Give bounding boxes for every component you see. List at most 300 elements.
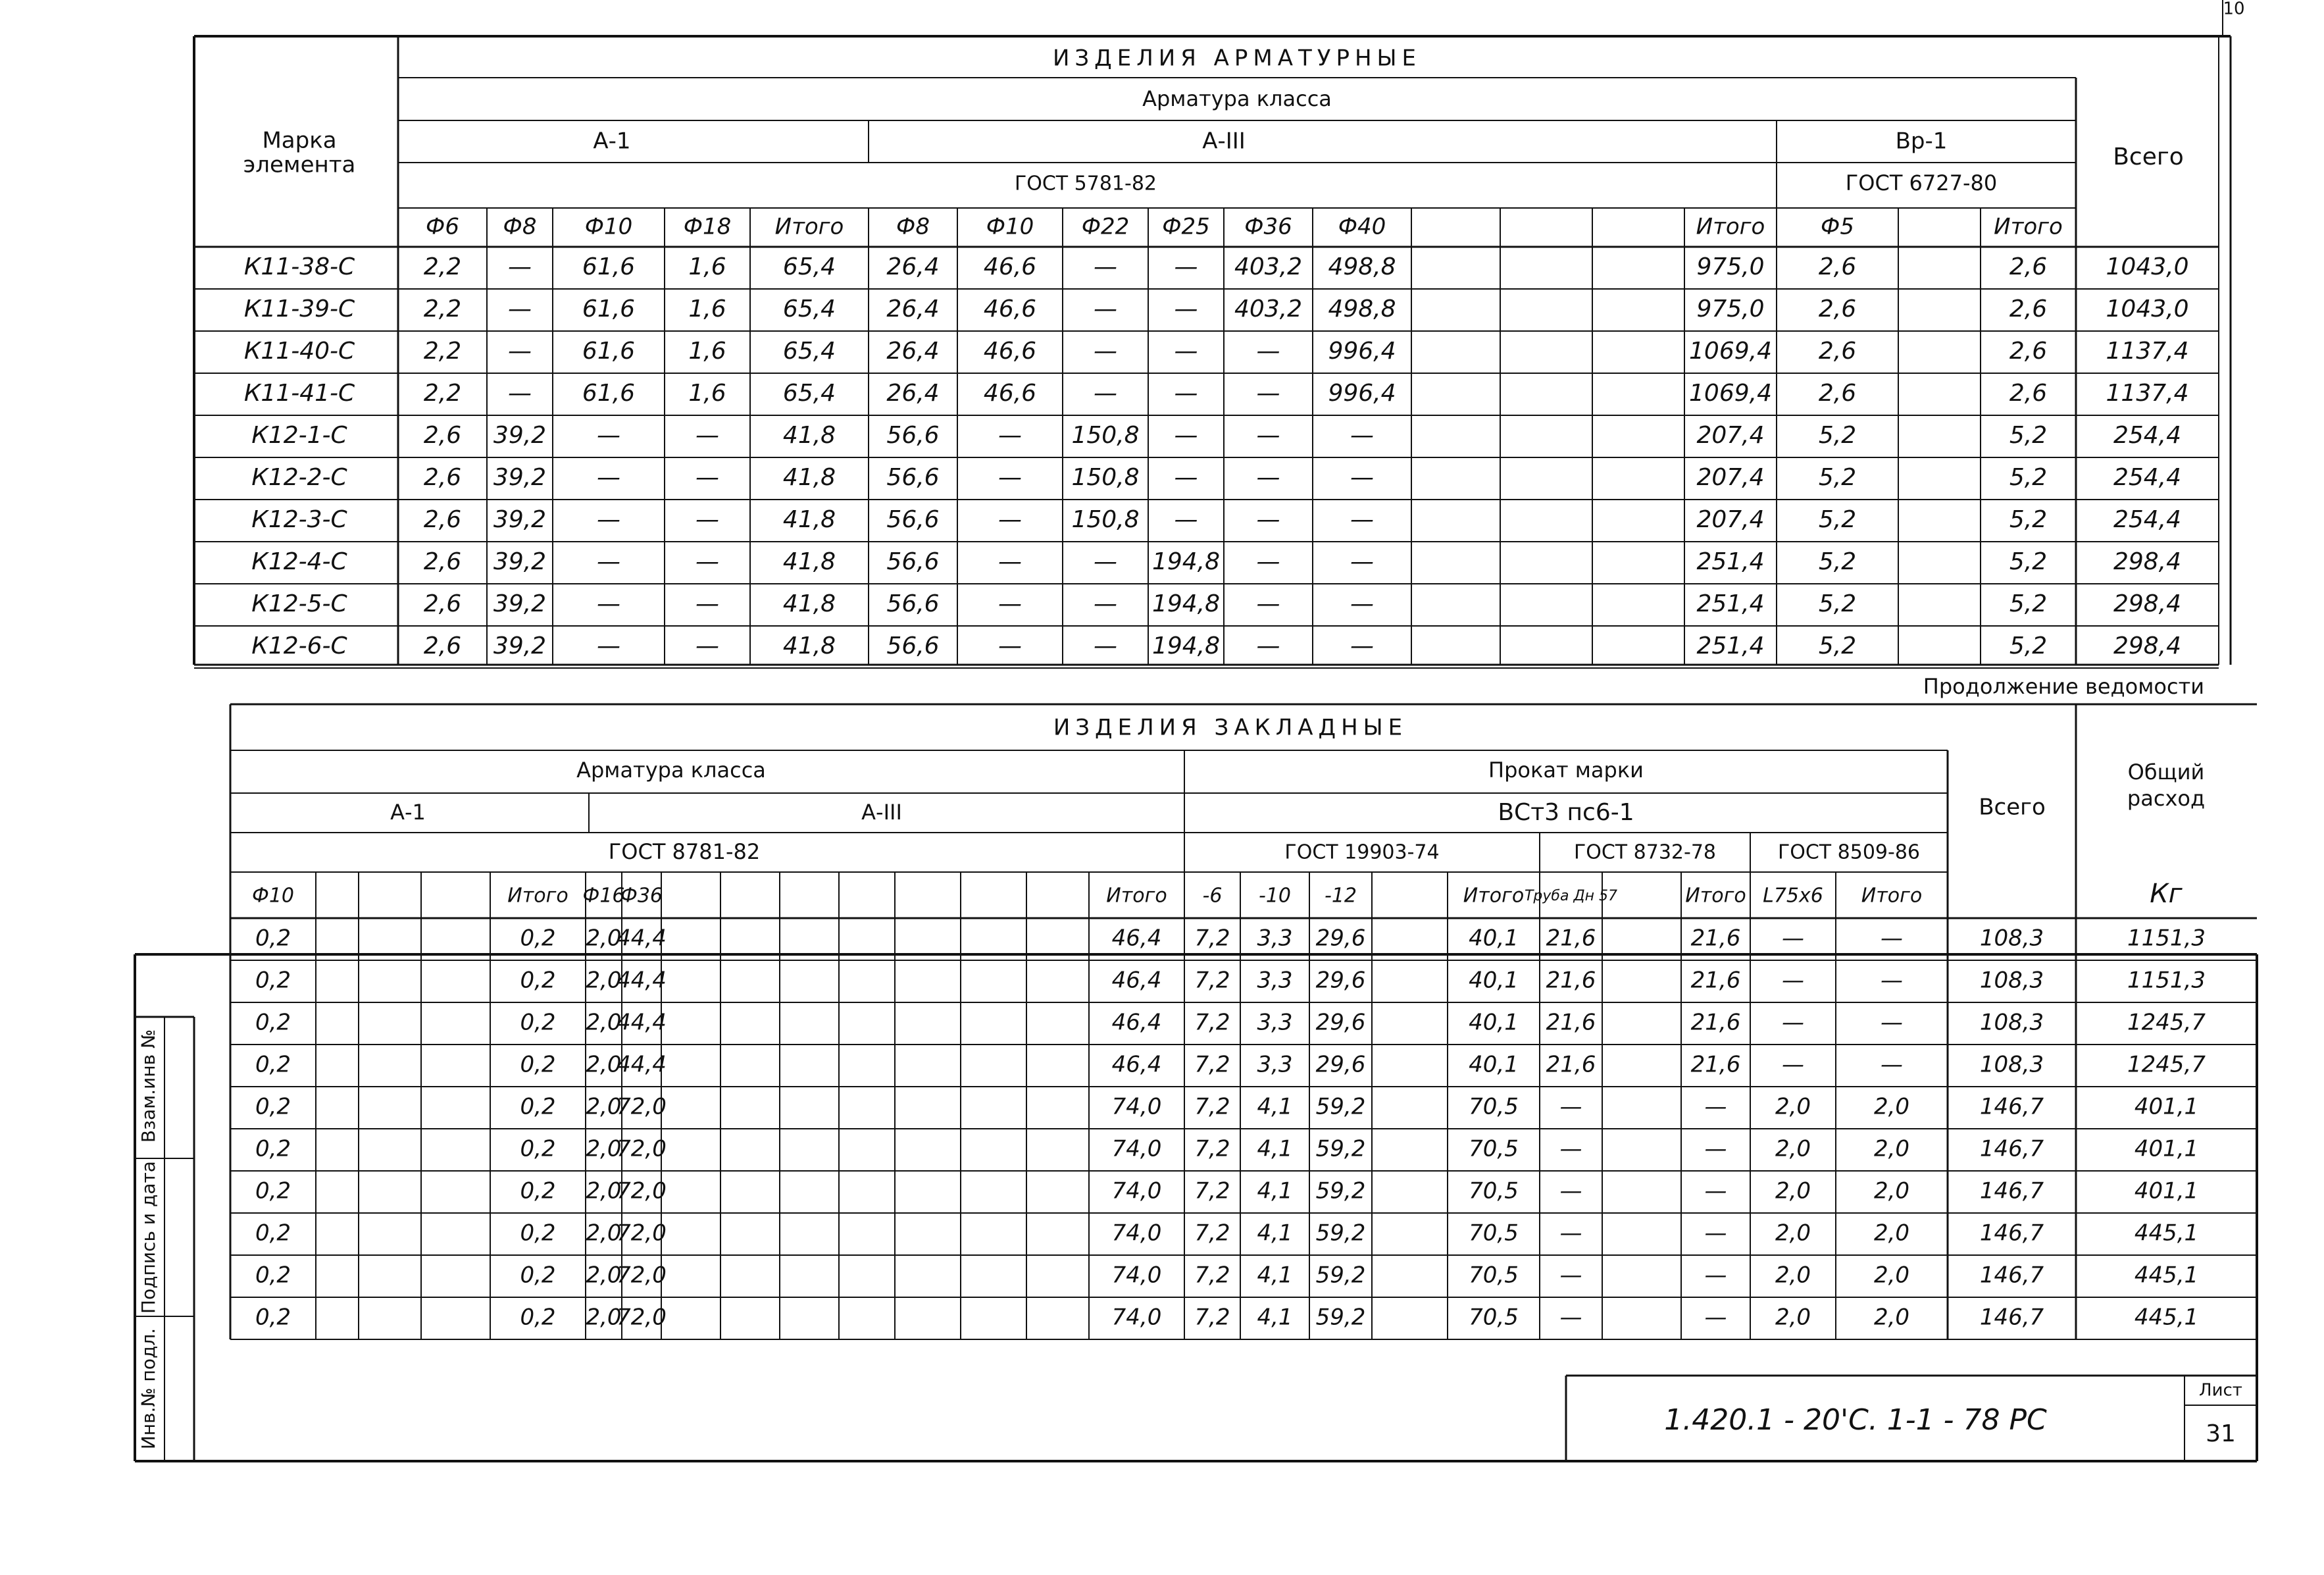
top-cell: 498,8 xyxy=(1328,296,1396,323)
page-number: 10 xyxy=(2223,0,2245,19)
bottom-cell: 2,0 xyxy=(1873,1135,1910,1162)
bottom-cell: 40,1 xyxy=(1469,1009,1519,1036)
top-cell: 39,2 xyxy=(493,548,547,575)
bottom-cell: 44,4 xyxy=(617,967,667,994)
top-cell: — xyxy=(1094,380,1117,407)
bottom-row-general: 401,1 xyxy=(2134,1177,2199,1204)
top-cell: 65,4 xyxy=(782,296,836,323)
top-cell: 2,6 xyxy=(1818,338,1857,365)
bottom-cell: 72,0 xyxy=(617,1262,667,1289)
bottom-col-header-20: Труба Дн 57 xyxy=(1524,888,1618,904)
bottom-row-vsego: 146,7 xyxy=(1979,1093,2044,1120)
bottom-col-header-17: -12 xyxy=(1325,884,1357,908)
continuation-label: Продолжение ведомости xyxy=(1923,674,2204,699)
bottom-unit: Кг xyxy=(2150,879,2183,909)
bottom-row-general: 445,1 xyxy=(2134,1220,2199,1247)
side-stamp-label-1: Подпись и дата xyxy=(138,1161,159,1314)
bottom-cell: 7,2 xyxy=(1194,967,1230,994)
top-cell: — xyxy=(508,380,532,407)
bottom-cell: 2,0 xyxy=(1873,1093,1910,1120)
bottom-gost-3: ГОСТ 8509-86 xyxy=(1777,840,1921,864)
bottom-row-vsego: 108,3 xyxy=(1979,925,2044,952)
top-cell: 996,4 xyxy=(1328,380,1396,407)
bottom-cell: 2,0 xyxy=(586,1009,622,1036)
top-cell: — xyxy=(1174,338,1198,365)
bottom-cell: 0,2 xyxy=(520,925,556,952)
top-col-header-17: Итого xyxy=(1994,213,2063,240)
top-row-total: 1043,0 xyxy=(2106,296,2189,323)
top-cell: — xyxy=(1174,253,1198,280)
bottom-cell: 2,0 xyxy=(586,1051,622,1078)
top-cell: — xyxy=(1174,422,1198,449)
top-cell: 61,6 xyxy=(582,253,636,280)
top-col-header-8: Ф25 xyxy=(1162,213,1210,240)
top-row-mark: К12-5-С xyxy=(251,590,347,617)
bottom-cell: 0,2 xyxy=(255,1051,291,1078)
top-cell: 251,4 xyxy=(1696,590,1765,617)
top-cell: — xyxy=(695,633,719,659)
top-cell: — xyxy=(695,548,719,575)
bottom-cell: 21,6 xyxy=(1546,1051,1596,1078)
bottom-cell: 2,0 xyxy=(586,1093,622,1120)
top-cell: 150,8 xyxy=(1071,464,1140,491)
top-cell: — xyxy=(1256,422,1280,449)
bottom-cell: — xyxy=(1559,1093,1582,1120)
bottom-cell: 0,2 xyxy=(520,1009,556,1036)
sheet-number: 31 xyxy=(2206,1420,2236,1447)
top-gost-vr: ГОСТ 6727-80 xyxy=(1845,170,1998,195)
bottom-cell: 0,2 xyxy=(520,1051,556,1078)
sheet-label: Лист xyxy=(2199,1380,2242,1401)
top-cell: 61,6 xyxy=(582,380,636,407)
bottom-cell: 40,1 xyxy=(1469,1051,1519,1078)
bottom-row-vsego: 146,7 xyxy=(1979,1220,2044,1247)
top-row-total: 298,4 xyxy=(2113,590,2182,617)
bottom-cell: 59,2 xyxy=(1315,1093,1366,1120)
top-cell: — xyxy=(1350,590,1374,617)
bottom-cell: 21,6 xyxy=(1690,1051,1741,1078)
top-cell: 207,4 xyxy=(1696,464,1765,491)
top-cell: 26,4 xyxy=(886,338,940,365)
bottom-cell: 7,2 xyxy=(1194,1051,1230,1078)
bottom-col-header-22: Итого xyxy=(1685,884,1746,908)
bottom-cell: 44,4 xyxy=(617,1009,667,1036)
top-cell: 65,4 xyxy=(782,253,836,280)
top-class-vr1: Вр-1 xyxy=(1895,128,1948,155)
bottom-cell: — xyxy=(1782,1009,1804,1036)
bottom-cell: 2,0 xyxy=(586,1304,622,1331)
bottom-cell: 21,6 xyxy=(1546,925,1596,952)
top-cell: 56,6 xyxy=(886,590,940,617)
top-cell: 65,4 xyxy=(782,338,836,365)
bottom-gost-1: ГОСТ 19903-74 xyxy=(1284,840,1440,864)
bottom-row-general: 1151,3 xyxy=(2127,925,2206,952)
top-cell: 61,6 xyxy=(582,338,636,365)
top-cell: 251,4 xyxy=(1696,548,1765,575)
bottom-cell: 3,3 xyxy=(1257,967,1293,994)
top-cell: — xyxy=(508,296,532,323)
bottom-cell: — xyxy=(1559,1177,1582,1204)
bottom-cell: — xyxy=(1559,1220,1582,1247)
top-col-header-0: Ф6 xyxy=(426,213,459,240)
bottom-cell: 4,1 xyxy=(1257,1135,1293,1162)
top-class-a3: А-III xyxy=(1202,128,1246,155)
top-cell: 56,6 xyxy=(886,633,940,659)
top-row-mark: К12-6-С xyxy=(251,633,347,659)
bottom-cell: — xyxy=(1881,925,1903,952)
bottom-cell: 0,2 xyxy=(255,1262,291,1289)
bottom-prokat-label: Прокат марки xyxy=(1488,758,1644,783)
bottom-cell: 2,0 xyxy=(1775,1177,1811,1204)
bottom-cell: 72,0 xyxy=(617,1093,667,1120)
top-cell: 39,2 xyxy=(493,422,547,449)
top-cell: 5,2 xyxy=(1818,590,1857,617)
top-cell: 1,6 xyxy=(688,338,726,365)
top-cell: 2,6 xyxy=(2009,253,2048,280)
bottom-col-header-5: Ф16 xyxy=(582,884,625,908)
bottom-cell: — xyxy=(1881,967,1903,994)
top-cell: 403,2 xyxy=(1234,296,1303,323)
bottom-cell: 70,5 xyxy=(1469,1135,1519,1162)
top-row-mark: К12-1-С xyxy=(251,422,347,449)
top-cell: 39,2 xyxy=(493,633,547,659)
top-row-total: 298,4 xyxy=(2113,548,2182,575)
bottom-cell: 2,0 xyxy=(1775,1093,1811,1120)
bottom-cell: 74,0 xyxy=(1111,1135,1162,1162)
top-cell: 39,2 xyxy=(493,464,547,491)
bottom-cell: 44,4 xyxy=(617,1051,667,1078)
bottom-cell: 7,2 xyxy=(1194,1262,1230,1289)
top-cell: 207,4 xyxy=(1696,422,1765,449)
bottom-cell: 46,4 xyxy=(1111,925,1162,952)
top-cell: — xyxy=(597,633,620,659)
bottom-cell: — xyxy=(1559,1135,1582,1162)
bottom-cell: 72,0 xyxy=(617,1304,667,1331)
bottom-cell: 0,2 xyxy=(255,1135,291,1162)
top-cell: — xyxy=(1174,296,1198,323)
top-row-total: 254,4 xyxy=(2113,422,2182,449)
top-row-mark: К11-39-С xyxy=(243,296,355,323)
bottom-cell: 2,0 xyxy=(1873,1177,1910,1204)
bottom-cell: — xyxy=(1881,1009,1903,1036)
top-cell: 56,6 xyxy=(886,506,940,533)
bottom-cell: 0,2 xyxy=(520,1093,556,1120)
top-cell: — xyxy=(597,464,620,491)
top-row-mark: К11-40-С xyxy=(243,338,355,365)
bottom-cell: 2,0 xyxy=(586,967,622,994)
top-cell: 996,4 xyxy=(1328,338,1396,365)
top-cell: — xyxy=(1094,253,1117,280)
top-cell: — xyxy=(998,464,1022,491)
bottom-cell: 2,0 xyxy=(1775,1135,1811,1162)
top-cell: — xyxy=(597,422,620,449)
bottom-title: ИЗДЕЛИЯ ЗАКЛАДНЫЕ xyxy=(1053,714,1408,741)
top-cell: — xyxy=(1350,422,1374,449)
marka-label-1: Марка xyxy=(262,127,337,154)
top-cell: 194,8 xyxy=(1151,633,1221,659)
top-cell: 1069,4 xyxy=(1689,338,1772,365)
top-cell: 2,6 xyxy=(423,506,462,533)
bottom-cell: 70,5 xyxy=(1469,1093,1519,1120)
top-cell: 5,2 xyxy=(2009,464,2048,491)
top-cell: 41,8 xyxy=(782,422,836,449)
top-cell: 41,8 xyxy=(782,633,836,659)
marka-label-2: элемента xyxy=(243,151,356,178)
bottom-cell: 59,2 xyxy=(1315,1304,1366,1331)
top-cell: — xyxy=(597,590,620,617)
top-cell: 2,6 xyxy=(2009,380,2048,407)
bottom-row-vsego: 146,7 xyxy=(1979,1177,2044,1204)
top-cell: 46,6 xyxy=(983,380,1037,407)
top-cell: 46,6 xyxy=(983,253,1037,280)
bottom-cell: 21,6 xyxy=(1546,1009,1596,1036)
top-col-header-2: Ф10 xyxy=(584,213,633,240)
top-row-total: 254,4 xyxy=(2113,506,2182,533)
bottom-cell: 4,1 xyxy=(1257,1304,1293,1331)
top-cell: — xyxy=(1256,506,1280,533)
top-cell: — xyxy=(1256,464,1280,491)
bottom-row-vsego: 108,3 xyxy=(1979,1051,2044,1078)
bottom-col-header-0: Ф10 xyxy=(252,884,294,908)
bottom-cell: 21,6 xyxy=(1690,925,1741,952)
top-cell: 2,2 xyxy=(423,380,462,407)
bottom-cell: 74,0 xyxy=(1111,1262,1162,1289)
top-cell: 26,4 xyxy=(886,380,940,407)
top-cell: — xyxy=(1094,633,1117,659)
top-cell: — xyxy=(1094,590,1117,617)
top-cell: 41,8 xyxy=(782,548,836,575)
bottom-cell: 59,2 xyxy=(1315,1262,1366,1289)
bottom-col-header-15: -6 xyxy=(1202,884,1223,908)
bottom-cell: 29,6 xyxy=(1315,1009,1366,1036)
top-cell: 5,2 xyxy=(2009,590,2048,617)
top-cell: 5,2 xyxy=(1818,548,1857,575)
bottom-cell: 2,0 xyxy=(586,925,622,952)
top-cell: 5,2 xyxy=(1818,464,1857,491)
title-block-code: 1.420.1 - 20'С. 1-1 - 78 РС xyxy=(1664,1403,2047,1437)
bottom-cell: 7,2 xyxy=(1194,1093,1230,1120)
top-cell: 1,6 xyxy=(688,253,726,280)
top-cell: — xyxy=(1256,380,1280,407)
top-cell: 26,4 xyxy=(886,253,940,280)
bottom-gost-a: ГОСТ 8781-82 xyxy=(608,839,761,864)
top-cell: 194,8 xyxy=(1151,548,1221,575)
bottom-row-vsego: 146,7 xyxy=(1979,1262,2044,1289)
bottom-cell: 70,5 xyxy=(1469,1262,1519,1289)
top-title: ИЗДЕЛИЯ АРМАТУРНЫЕ xyxy=(1052,45,1422,72)
bottom-cell: 0,2 xyxy=(520,1177,556,1204)
bottom-general-label-1: Общий xyxy=(2127,760,2205,785)
bottom-cell: 2,0 xyxy=(586,1177,622,1204)
bottom-cell: 46,4 xyxy=(1111,967,1162,994)
bottom-cell: 74,0 xyxy=(1111,1220,1162,1247)
bottom-cell: 0,2 xyxy=(255,1093,291,1120)
bottom-cell: 72,0 xyxy=(617,1177,667,1204)
top-cell: 61,6 xyxy=(582,296,636,323)
top-cell: — xyxy=(1094,338,1117,365)
top-cell: 2,6 xyxy=(2009,296,2048,323)
top-col-header-6: Ф10 xyxy=(986,213,1034,240)
top-cell: 975,0 xyxy=(1696,253,1765,280)
bottom-cell: 7,2 xyxy=(1194,1220,1230,1247)
top-cell: 2,6 xyxy=(423,633,462,659)
bottom-cell: — xyxy=(1704,1177,1727,1204)
top-cell: — xyxy=(1174,464,1198,491)
top-cell: 41,8 xyxy=(782,506,836,533)
top-cell: 56,6 xyxy=(886,548,940,575)
bottom-row-general: 445,1 xyxy=(2134,1304,2199,1331)
bottom-cell: 7,2 xyxy=(1194,1304,1230,1331)
top-row-mark: К12-3-С xyxy=(251,506,347,533)
bottom-cell: 7,2 xyxy=(1194,925,1230,952)
top-total-label: Всего xyxy=(2113,143,2184,170)
bottom-cell: 4,1 xyxy=(1257,1220,1293,1247)
top-cell: 41,8 xyxy=(782,464,836,491)
top-cell: 207,4 xyxy=(1696,506,1765,533)
bottom-gost-2: ГОСТ 8732-78 xyxy=(1573,840,1717,864)
bottom-cell: 21,6 xyxy=(1690,967,1741,994)
bottom-class-a3: А-III xyxy=(861,800,902,825)
top-cell: 2,6 xyxy=(423,464,462,491)
top-row-mark: К12-4-С xyxy=(251,548,347,575)
top-cell: 39,2 xyxy=(493,506,547,533)
bottom-cell: 2,0 xyxy=(1775,1262,1811,1289)
top-col-header-7: Ф22 xyxy=(1081,213,1130,240)
bottom-cell: 0,2 xyxy=(520,1135,556,1162)
top-cell: — xyxy=(998,633,1022,659)
bottom-row-general: 1151,3 xyxy=(2127,967,2206,994)
bottom-col-header-4: Итого xyxy=(507,884,568,908)
bottom-cell: 2,0 xyxy=(586,1262,622,1289)
top-cell: — xyxy=(695,422,719,449)
bottom-cell: 3,3 xyxy=(1257,1009,1293,1036)
top-cell: 251,4 xyxy=(1696,633,1765,659)
top-col-header-10: Ф40 xyxy=(1338,213,1386,240)
top-cell: — xyxy=(998,422,1022,449)
bottom-cell: 29,6 xyxy=(1315,967,1366,994)
bottom-cell: 0,2 xyxy=(520,1262,556,1289)
bottom-cell: 74,0 xyxy=(1111,1093,1162,1120)
top-row-total: 298,4 xyxy=(2113,633,2182,659)
top-row-total: 1137,4 xyxy=(2106,338,2189,365)
bottom-cell: 59,2 xyxy=(1315,1220,1366,1247)
top-cell: 1,6 xyxy=(688,296,726,323)
bottom-col-header-24: Итого xyxy=(1861,884,1923,908)
bottom-cell: 0,2 xyxy=(255,1177,291,1204)
bottom-row-general: 401,1 xyxy=(2134,1093,2199,1120)
bottom-general-label-2: расход xyxy=(2127,786,2206,811)
bottom-cell: 0,2 xyxy=(520,1220,556,1247)
top-cell: — xyxy=(998,548,1022,575)
bottom-cell: — xyxy=(1782,1051,1804,1078)
top-row-total: 254,4 xyxy=(2113,464,2182,491)
bottom-cell: 70,5 xyxy=(1469,1220,1519,1247)
bottom-cell: 3,3 xyxy=(1257,1051,1293,1078)
top-cell: 2,6 xyxy=(1818,380,1857,407)
bottom-cell: — xyxy=(1704,1304,1727,1331)
top-cell: 2,2 xyxy=(423,253,462,280)
bottom-cell: 2,0 xyxy=(586,1220,622,1247)
top-col-header-14: Итого xyxy=(1696,213,1765,240)
bottom-cell: — xyxy=(1704,1093,1727,1120)
top-cell: 150,8 xyxy=(1071,422,1140,449)
top-cell: — xyxy=(1174,380,1198,407)
bottom-cell: 72,0 xyxy=(617,1135,667,1162)
bottom-row-general: 445,1 xyxy=(2134,1262,2199,1289)
bottom-col-header-23: L75x6 xyxy=(1763,884,1823,908)
top-row-mark: К11-38-С xyxy=(243,253,355,280)
bottom-row-general: 1245,7 xyxy=(2127,1009,2206,1036)
frame-texts xyxy=(138,0,2245,1449)
bottom-cell: 21,6 xyxy=(1690,1009,1741,1036)
top-cell: 1,6 xyxy=(688,380,726,407)
top-cell: — xyxy=(597,506,620,533)
top-cell: — xyxy=(597,548,620,575)
top-row-total: 1043,0 xyxy=(2106,253,2189,280)
top-cell: — xyxy=(1256,338,1280,365)
bottom-col-header-19: Итого xyxy=(1463,884,1525,908)
top-cell: — xyxy=(1350,633,1374,659)
top-cell: 2,6 xyxy=(423,422,462,449)
bottom-col-header-6: Ф36 xyxy=(620,884,663,908)
bottom-col-header-14: Итого xyxy=(1106,884,1167,908)
top-cell: — xyxy=(998,506,1022,533)
top-cell: — xyxy=(998,590,1022,617)
top-cell: — xyxy=(508,338,532,365)
top-col-header-4: Итого xyxy=(774,213,844,240)
bottom-row-general: 1245,7 xyxy=(2127,1051,2206,1078)
top-cell: 56,6 xyxy=(886,422,940,449)
side-stamp-label-0: Инв.№ подл. xyxy=(138,1328,159,1450)
top-cell: — xyxy=(1256,633,1280,659)
top-cell: 975,0 xyxy=(1696,296,1765,323)
top-cell: 194,8 xyxy=(1151,590,1221,617)
top-cell: — xyxy=(1094,296,1117,323)
top-cell: 2,6 xyxy=(423,548,462,575)
bottom-row-vsego: 146,7 xyxy=(1979,1304,2044,1331)
top-col-header-9: Ф36 xyxy=(1244,213,1292,240)
bottom-cell: 0,2 xyxy=(255,967,291,994)
bottom-cell: 4,1 xyxy=(1257,1093,1293,1120)
bottom-cell: 2,0 xyxy=(1873,1304,1910,1331)
top-cell: 5,2 xyxy=(2009,506,2048,533)
top-cell: 2,6 xyxy=(423,590,462,617)
top-cell: 5,2 xyxy=(1818,422,1857,449)
bottom-cell: 29,6 xyxy=(1315,925,1366,952)
bottom-cell: 4,1 xyxy=(1257,1262,1293,1289)
bottom-cell: — xyxy=(1704,1262,1727,1289)
bottom-cell: 72,0 xyxy=(617,1220,667,1247)
bottom-cell: 7,2 xyxy=(1194,1177,1230,1204)
bottom-cell: 2,0 xyxy=(1775,1220,1811,1247)
top-cell: 5,2 xyxy=(2009,422,2048,449)
bottom-cell: 0,2 xyxy=(520,1304,556,1331)
bottom-row-vsego: 108,3 xyxy=(1979,967,2044,994)
top-cell: 2,2 xyxy=(423,296,462,323)
bottom-cell: 40,1 xyxy=(1469,925,1519,952)
bottom-cell: — xyxy=(1881,1051,1903,1078)
top-row-total: 1137,4 xyxy=(2106,380,2189,407)
top-cell: — xyxy=(1256,590,1280,617)
bottom-col-header-16: -10 xyxy=(1259,884,1291,908)
bottom-cell: 0,2 xyxy=(255,1009,291,1036)
side-stamp-label-2: Взам.инв № xyxy=(138,1029,159,1143)
bottom-class-a1: А-1 xyxy=(390,800,426,825)
top-cell: 2,6 xyxy=(1818,296,1857,323)
top-cell: — xyxy=(695,590,719,617)
bottom-cell: — xyxy=(1704,1135,1727,1162)
top-col-header-3: Ф18 xyxy=(683,213,732,240)
